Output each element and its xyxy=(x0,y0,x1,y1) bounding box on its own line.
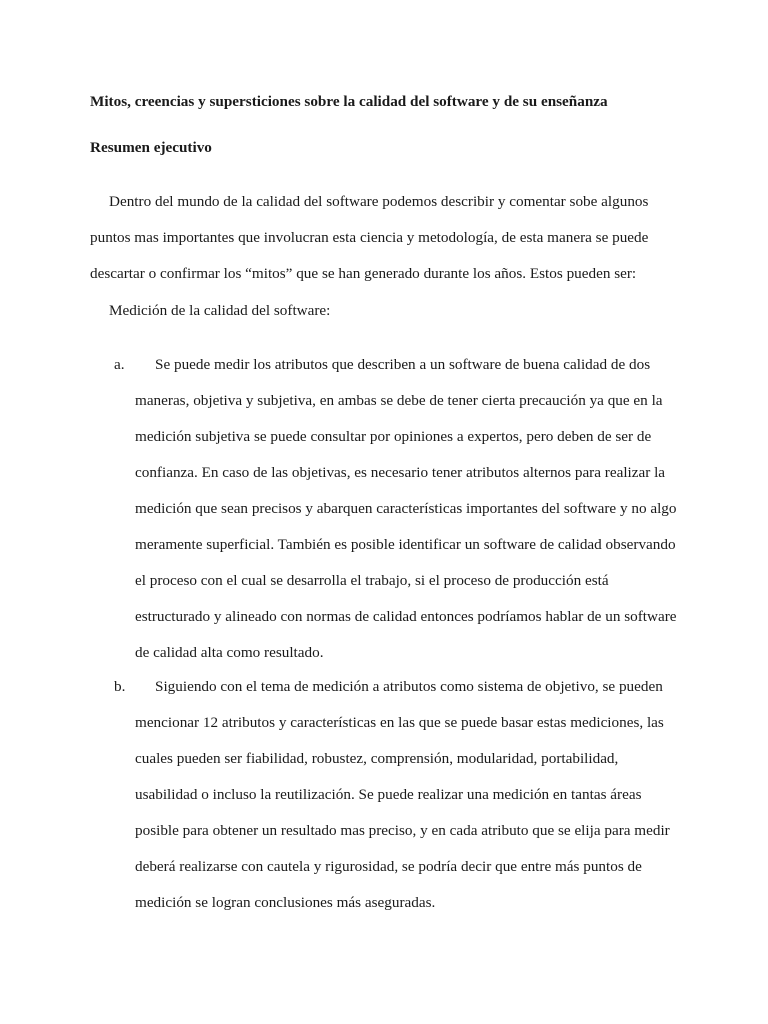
text-line: de calidad alta como resultado. xyxy=(135,644,324,661)
text-line: Se puede medir los atributos que describen a un software de buena calidad de dos xyxy=(155,356,651,373)
text-line: posible para obtener un resultado mas preciso, y en cada atributo que se elija para medir xyxy=(135,822,670,839)
intro-paragraph xyxy=(90,184,680,292)
text-line: mencionar 12 atributos y características en las que se puede basar estas mediciones, las xyxy=(135,714,664,731)
section-title: Resumen ejecutivo xyxy=(90,139,212,156)
text-line: medición subjetiva se puede consultar por opiniones a expertos, pero deben de ser de xyxy=(135,428,652,445)
text-line: maneras, objetiva y subjetiva, en ambas se debe de tener cierta precaución ya que en la xyxy=(135,392,663,409)
list-item-text xyxy=(135,669,670,921)
text-line: deberá realizarse con cautela y rigurosidad, se podría decir que entre más puntos de xyxy=(135,858,642,875)
text-line: el proceso con el cual se desarrolla el trabajo, si el proceso de producción está xyxy=(135,572,609,589)
text-line: medición que sean precisos y abarquen características importantes del software y no algo xyxy=(135,500,677,517)
text-line: medición se logran conclusiones más aseguradas. xyxy=(135,894,436,911)
text-line: meramente superficial. También es posible identificar un software de calidad observando xyxy=(135,536,676,553)
list-marker: a. xyxy=(114,356,125,373)
text-line: cuales pueden ser fiabilidad, robustez, comprensión, modularidad, portabilidad, xyxy=(135,750,619,767)
text-line: estructurado y alineado con normas de calidad entonces podríamos hablar de un software xyxy=(135,608,677,625)
list-item-text xyxy=(135,347,677,671)
intro-line: descartar o confirmar los “mitos” que se han generado durante los años. Estos pueden ser: xyxy=(90,265,637,282)
intro-line: puntos mas importantes que involucran esta ciencia y metodología, de esta manera se puede xyxy=(90,229,649,246)
subheading: Medición de la calidad del software: xyxy=(109,302,331,319)
text-line: confianza. En caso de las objetivas, es necesario tener atributos alternos para realizar la xyxy=(135,464,666,481)
text-line: Siguiendo con el tema de medición a atributos como sistema de objetivo, se pueden xyxy=(155,678,663,695)
document-title: Mitos, creencias y supersticiones sobre la calidad del software y de su enseñanza xyxy=(90,93,608,110)
text-line: usabilidad o incluso la reutilización. Se puede realizar una medición en tantas áreas xyxy=(135,786,642,803)
list-marker: b. xyxy=(114,678,126,695)
intro-line: Dentro del mundo de la calidad del software podemos describir y comentar sobe algunos xyxy=(109,193,649,210)
